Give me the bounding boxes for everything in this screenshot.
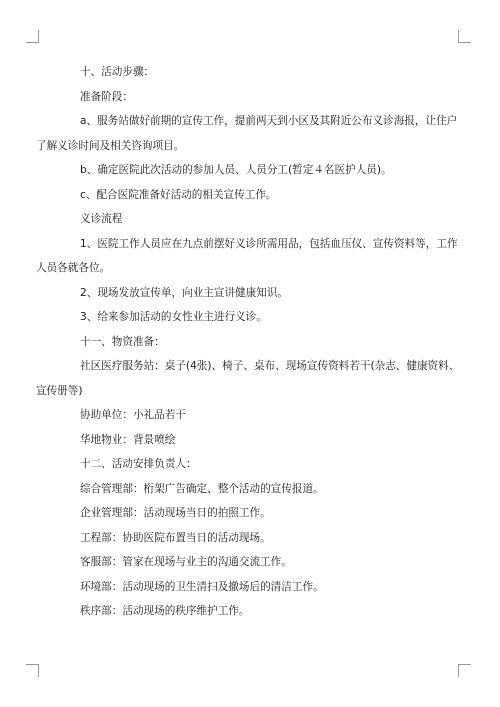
- paragraph-step-a: a、服务站做好前期的宣传工作，提前两天到小区及其附近公布义诊海报，让住户了解义诊时间及相关咨询项目。: [36, 115, 458, 152]
- heading-materials: 十一、物资准备：: [80, 335, 165, 348]
- heading-responsible: 十二、活动安排负责人：: [80, 458, 197, 470]
- paragraph-step-b: b、确定医院此次活动的参加人员、人员分工(暂定４名医护人员)。: [80, 164, 392, 176]
- paragraph-resp-environment: 环境部：活动现场的卫生清扫及撤场后的清洁工作。: [80, 580, 324, 593]
- paragraph-resp-general: 综合管理部：桁架广告确定、整个活动的宣传报道。: [80, 482, 324, 495]
- crop-mark-bottom-right: [458, 664, 471, 677]
- paragraph-materials-property: 华地物业：背景喷绘: [80, 433, 176, 446]
- crop-mark-bottom-left: [26, 664, 39, 677]
- document-body: [36, 60, 466, 624]
- subheading-preparation: 准备阶段：: [80, 90, 133, 103]
- paragraph-process-3: 3、给来参加活动的女性业主进行义诊。: [80, 311, 267, 323]
- paragraph-materials-assist: 协助单位：小礼品若干: [80, 409, 186, 421]
- paragraph-resp-enterprise: 企业管理部：活动现场当日的拍照工作。: [80, 507, 271, 519]
- heading-activity-steps: 十、活动步骤：: [80, 66, 155, 78]
- paragraph-process-2: 2、现场发放宣传单，向业主宣讲健康知识。: [80, 286, 289, 299]
- crop-mark-top-left: [26, 30, 39, 43]
- paragraph-materials-station: 社区医疗服务站：桌子(4张)、椅子、桌布、现场宣传资料若干(杂志、健康资料、宣传册等): [36, 360, 460, 397]
- paragraph-step-c: c、配合医院准备好活动的相关宣传工作。: [80, 188, 277, 201]
- paragraph-resp-engineering: 工程部：协助医院布置当日的活动现场。: [80, 531, 271, 544]
- paragraph-resp-service: 客服部：管家在现场与业主的沟通交流工作。: [80, 556, 292, 568]
- paragraph-resp-order: 秩序部：活动现场的秩序维护工作。: [80, 605, 250, 617]
- paragraph-process-1: 1、医院工作人员应在九点前摆好义诊所需用品，包括血压仪、宣传资料等，工作人员各就各位。: [36, 237, 458, 274]
- subheading-clinic-process: 义诊流程: [80, 213, 123, 225]
- crop-mark-top-right: [458, 30, 471, 43]
